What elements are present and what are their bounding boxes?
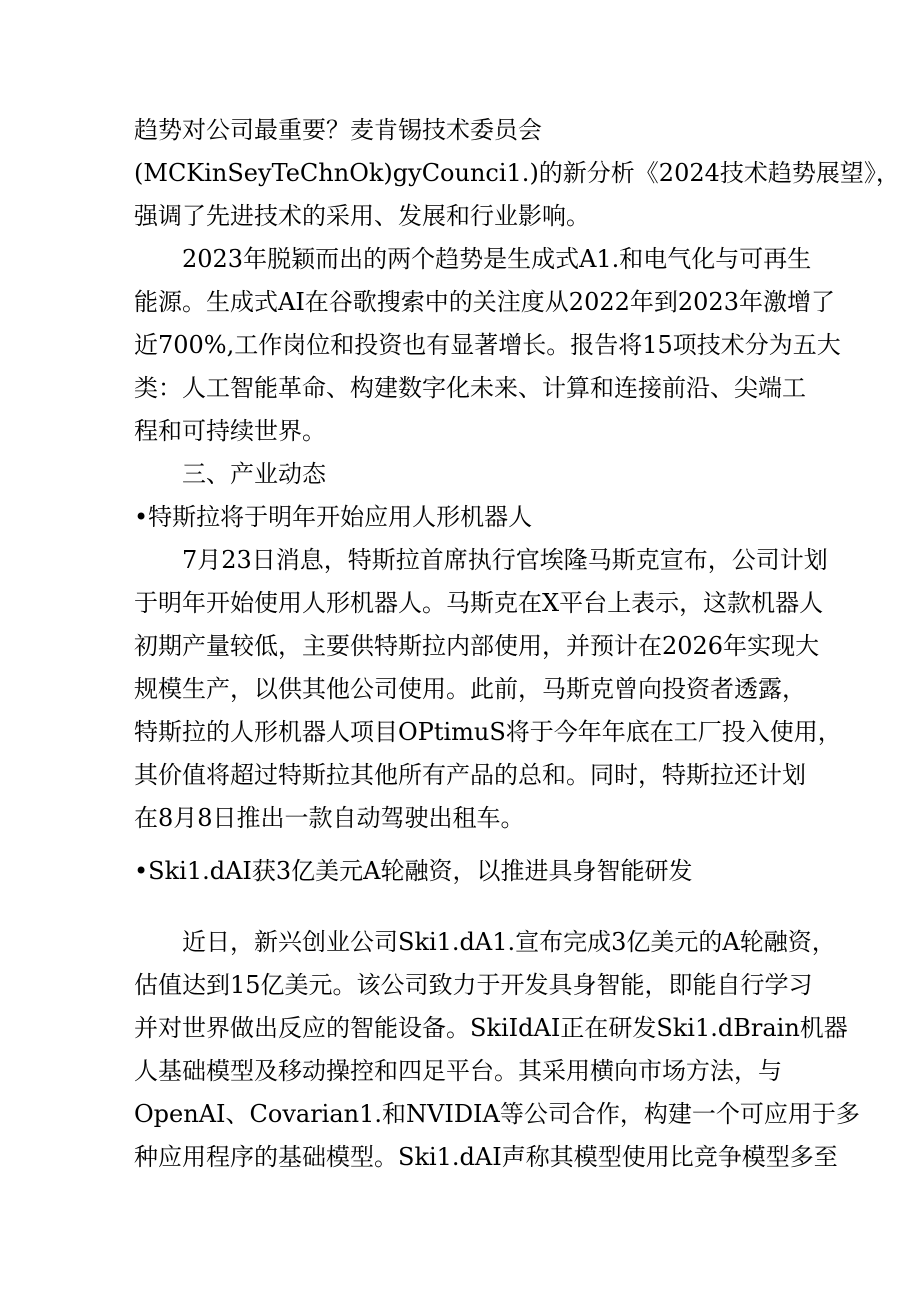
paragraph-2-line-5: 程和可持续世界。 [134, 417, 326, 445]
skild-paragraph-line-4: 人基础模型及移动操控和四足平台。其采用横向市场方法，与 [134, 1057, 782, 1085]
tesla-paragraph-line-5: 特斯拉的人形机器人项目OPtimuS将于今年年底在工厂投入使用， [134, 718, 842, 746]
text-line-3: 强调了先进技术的采用、发展和行业影响。 [134, 202, 590, 230]
paragraph-2-line-1: 2023年脱颖而出的两个趋势是生成式A1.和电气化与可再生 [182, 245, 812, 273]
paragraph-2-line-4: 类：人工智能革命、构建数字化未来、计算和连接前沿、尖端工 [134, 374, 806, 402]
skild-paragraph-line-3: 并对世界做出反应的智能设备。SkiIdAI正在研发Ski1.dBrain机器 [134, 1014, 848, 1042]
tesla-paragraph-line-4: 规模生产，以供其他公司使用。此前，马斯克曾向投资者透露， [134, 675, 806, 703]
paragraph-2-line-3: 近700%,工作岗位和投资也有显著增长。报告将15项技术分为五大 [134, 331, 841, 359]
text-line-1: 趋势对公司最重要？麦肯锡技术委员会 [134, 116, 542, 144]
paragraph-2-line-2: 能源。生成式AI在谷歌搜索中的关注度从2022年到2023年激增了 [134, 288, 835, 316]
section-heading: 三、产业动态 [182, 460, 326, 488]
skild-paragraph-line-5: OpenAI、Covarian1.和NVIDIA等公司合作，构建一个可应用于多 [134, 1100, 860, 1128]
skild-paragraph-line-6: 种应用程序的基础模型。Ski1.dAI声称其模型使用比竞争模型多至 [134, 1143, 838, 1171]
bullet-heading-tesla: •特斯拉将于明年开始应用人形机器人 [134, 503, 533, 531]
tesla-paragraph-line-7: 在8月8日推出一款自动驾驶出租车。 [134, 804, 525, 832]
text-line-2: (MCKinSeyTeChnOk)gyCounci1.)的新分析《2024技术趋势展望》， [134, 159, 900, 187]
tesla-paragraph-line-2: 于明年开始使用人形机器人。马斯克在X平台上表示，这款机器人 [134, 589, 824, 617]
skild-paragraph-line-2: 估值达到15亿美元。该公司致力于开发具身智能，即能自行学习 [134, 971, 813, 999]
skild-paragraph-line-1: 近日，新兴创业公司Ski1.dA1.宣布完成3亿美元的A轮融资， [182, 928, 836, 956]
bullet-heading-skild: •Ski1.dAI获3亿美元A轮融资，以推进具身智能研发 [134, 857, 693, 885]
tesla-paragraph-line-6: 其价值将超过特斯拉其他所有产品的总和。同时，特斯拉还计划 [134, 761, 806, 789]
tesla-paragraph-line-1: 7月23日消息，特斯拉首席执行官埃隆马斯克宣布，公司计划 [182, 546, 828, 574]
tesla-paragraph-line-3: 初期产量较低，主要供特斯拉内部使用，并预计在2026年实现大 [134, 632, 820, 660]
